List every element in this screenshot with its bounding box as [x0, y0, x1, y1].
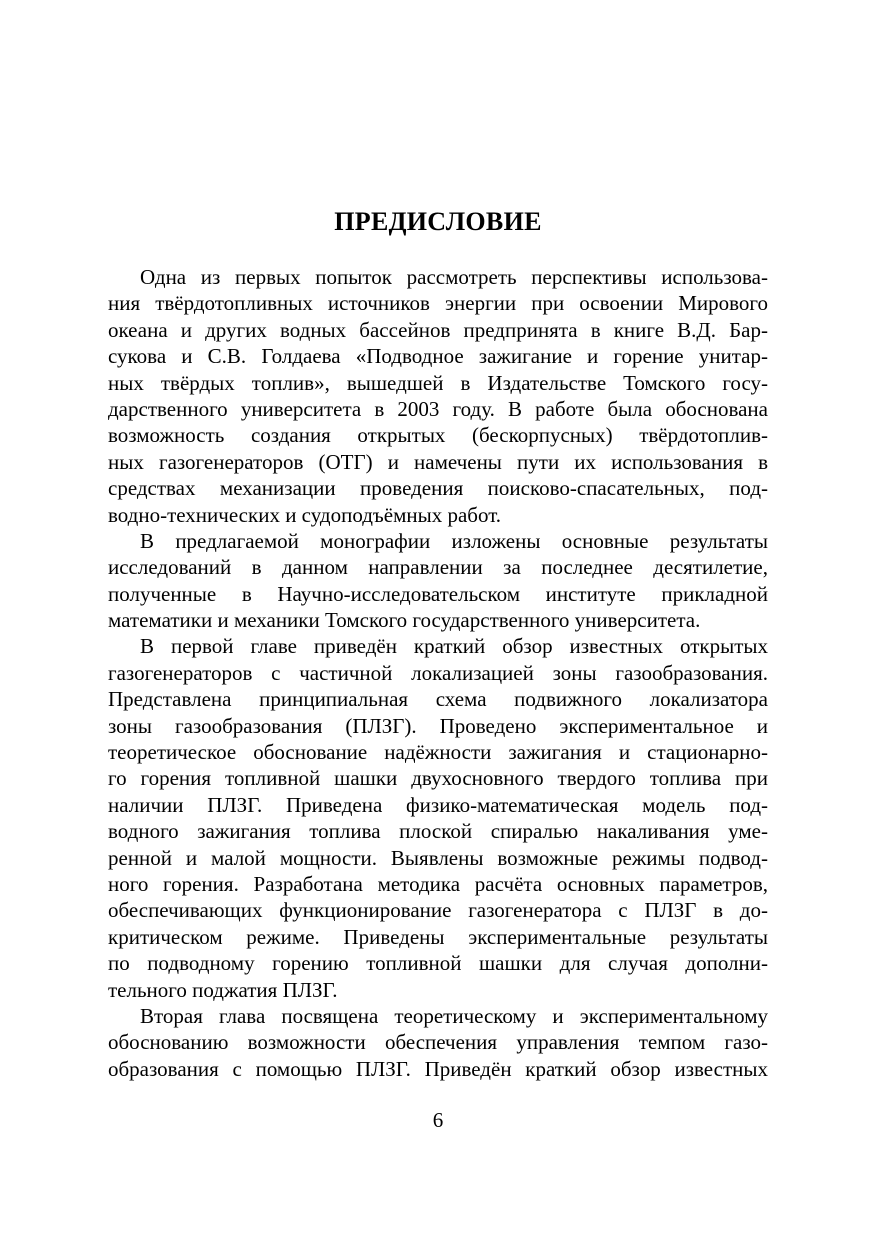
text-line: сукова и С.В. Голдаева «Подводное зажигание и горение унитар- — [108, 344, 768, 369]
text-line: В предлагаемой монографии изложены основные результаты — [140, 528, 768, 553]
text-line: критическом режиме. Приведены экспериментальные результаты — [108, 924, 768, 949]
text-line: зоны газообразования (ПЛЗГ). Проведено экспериментальное и — [108, 713, 768, 738]
text-line: газогенераторов с частичной локализацией зоны газообразования. — [108, 660, 768, 685]
text-line: Вторая глава посвящена теоретическому и экспериментальному — [140, 1003, 768, 1028]
text-line: Представлена принципиальная схема подвижного локализатора — [108, 687, 768, 712]
text-line: ния твёрдотопливных источников энергии при освоении Мирового — [108, 291, 768, 316]
text-line: водного зажигания топлива плоской спиралью накаливания уме- — [108, 819, 768, 844]
text-line: обоснованию возможности обеспечения управления темпом газо- — [108, 1030, 768, 1055]
text-line: теоретическое обоснование надёжности зажигания и стационарно- — [108, 740, 768, 765]
text-line: ного горения. Разработана методика расчёта основных параметров, — [108, 871, 768, 896]
text-line: тельного поджатия ПЛЗГ. — [108, 977, 338, 1002]
text-line: ных газогенераторов (ОТГ) и намечены пути их использования в — [108, 449, 768, 474]
text-line: ных твёрдых топлив», вышедшей в Издательстве Томского госу- — [108, 370, 768, 395]
text-line: исследований в данном направлении за последнее десятилетие, — [108, 555, 768, 580]
text-line: ренной и малой мощности. Выявлены возможные режимы подвод- — [108, 845, 768, 870]
text-line: возможность создания открытых (бескорпусных) твёрдотоплив- — [108, 423, 768, 448]
text-line: го горения топливной шашки двухосновного твердого топлива при — [108, 766, 768, 791]
text-line: дарственного университета в 2003 году. В работе была обоснована — [108, 396, 768, 421]
text-line: математики и механики Томского государственного университета. — [108, 608, 701, 633]
text-line: Одна из первых попыток рассмотреть перспективы использова- — [140, 265, 768, 289]
text-line: водно-технических и судоподъёмных работ. — [108, 502, 502, 527]
text-line: образования с помощью ПЛЗГ. Приведён краткий обзор известных — [108, 1056, 768, 1081]
page-title: ПРЕДИСЛОВИЕ — [334, 207, 542, 236]
paragraph — [108, 633, 768, 1002]
text-line: по подводному горению топливной шашки для случая дополни- — [108, 951, 768, 976]
text-line: полученные в Научно-исследовательском институте прикладной — [108, 581, 768, 606]
paragraph — [108, 528, 768, 634]
text-line: средствах механизации проведения поисково-спасательных, под- — [108, 476, 768, 501]
page-number: 6 — [432, 1108, 444, 1132]
body-text — [108, 264, 768, 1082]
text-line: обеспечивающих функционирование газогенератора с ПЛЗГ в до- — [108, 898, 768, 923]
paragraph — [108, 1003, 768, 1082]
text-line: В первой главе приведён краткий обзор известных открытых — [140, 634, 768, 659]
paragraph — [108, 264, 768, 528]
text-line: наличии ПЛЗГ. Приведена физико-математическая модель под- — [108, 792, 768, 817]
text-line: океана и других водных бассейнов предпринята в книге В.Д. Бар- — [108, 317, 768, 342]
